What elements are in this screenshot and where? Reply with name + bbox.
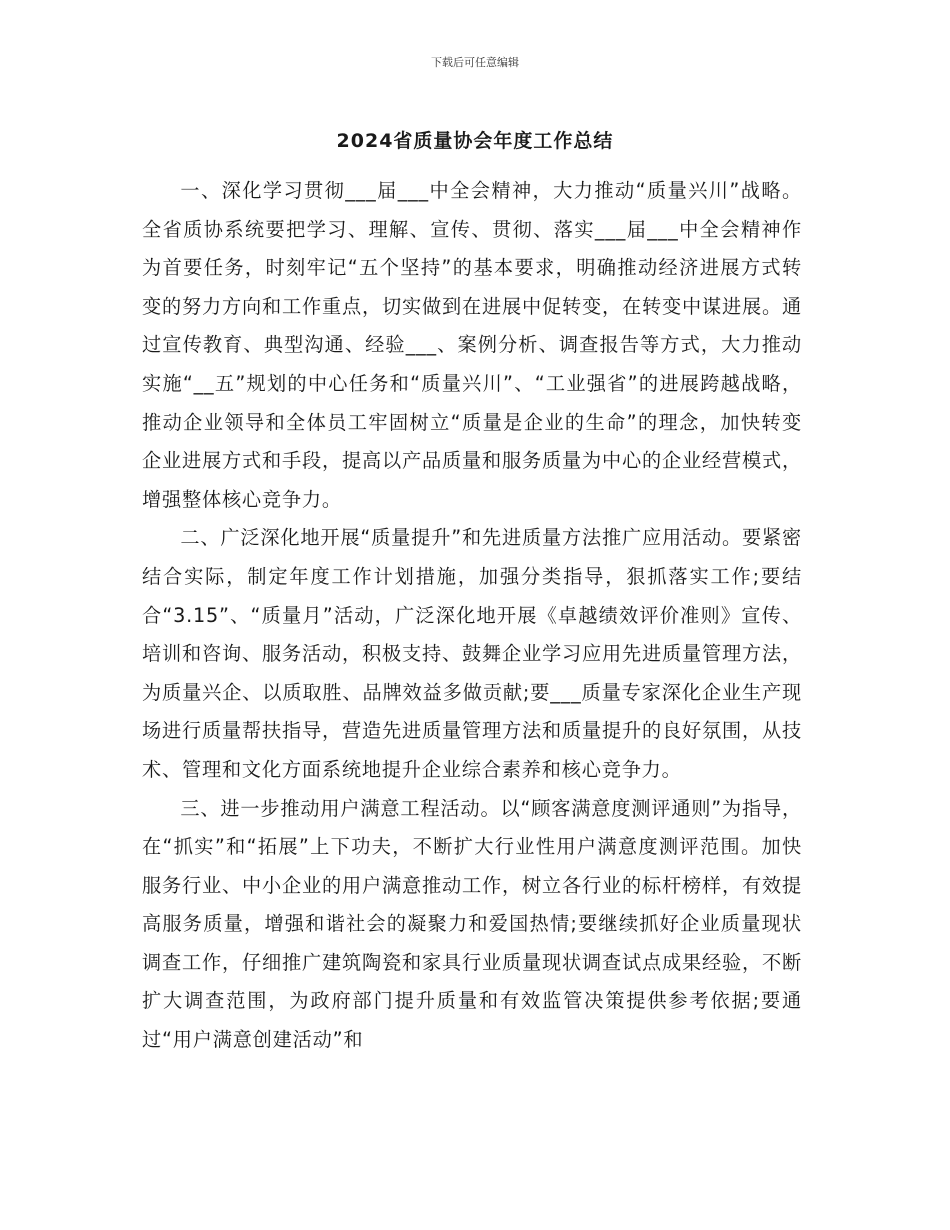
paragraph-1: 一、深化学习贯彻___届___中全会精神，大力推动“质量兴川”战略。全省质协系统要把学习、理解、宣传、贯彻、落实___届___中全会精神作为首要任务，时刻牢记“五个坚持”的基本要求，明确推动经济进展方式转变的努力方向和工作重点，切实做到在进展中促转变，在转变中谋进展。通过宣传教育、典型沟通、经验___、案例分析、调查报告等方式，大力推动实施“__五”规划的中心任务和“质量兴川”、“工业强省”的进展跨越战略，推动企业领导和全体员工牢固树立“质量是企业的生命”的理念，加快转变企业进展方式和手段，提高以产品质量和服务质量为中心的企业经营模式，增强整体核心竞争力。 [142, 179, 802, 511]
paragraph-3: 三、进一步推动用户满意工程活动。以“顾客满意度测评通则”为指导，在“抓实”和“拓展”上下功夫，不断扩大行业性用户满意度测评范围。加快服务行业、中小企业的用户满意推动工作，树立各行业的标杆榜样，有效提高服务质量，增强和谐社会的凝聚力和爱国热情;要继续抓好企业质量现状调查工作，仔细推广建筑陶瓷和家具行业质量现状调查试点成果经验，不断扩大调查范围，为政府部门提升质量和有效监管决策提供参考依据;要通过“用户满意创建活动”和 [142, 796, 802, 1052]
document-body [142, 172, 802, 1060]
document-title: 2024省质量协会年度工作总结 [336, 130, 614, 152]
header-note: 下载后可任意编辑 [431, 56, 519, 69]
paragraph-2: 二、广泛深化地开展“质量提升”和先进质量方法推广应用活动。要紧密结合实际，制定年度工作计划措施，加强分类指导，狠抓落实工作;要结合“3.15”、“质量月”活动，广泛深化地开展《卓越绩效评价准则》宣传、培训和咨询、服务活动，积极支持、鼓舞企业学习应用先进质量管理方法，为质量兴企、以质取胜、品牌效益多做贡献;要___质量专家深化企业生产现场进行质量帮扶指导，营造先进质量管理方法和质量提升的良好氛围，从技术、管理和文化方面系统地提升企业综合素养和核心竞争力。 [142, 526, 802, 781]
